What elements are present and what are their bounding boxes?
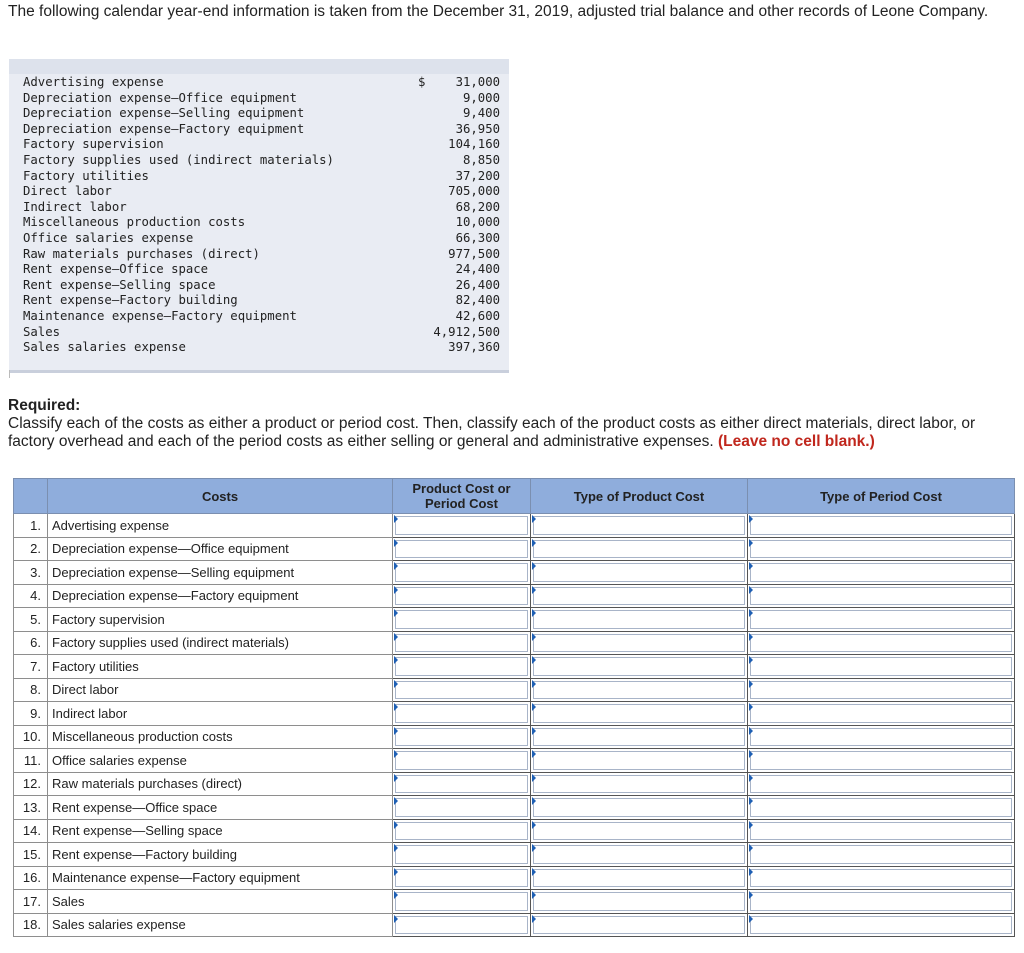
type-product-select[interactable] bbox=[533, 798, 745, 817]
header-type-period: Type of Period Cost bbox=[748, 479, 1015, 514]
row-number: 16. bbox=[14, 866, 48, 890]
trial-balance-header-bar bbox=[9, 59, 509, 74]
trial-balance-row bbox=[9, 231, 509, 247]
trial-balance-label: Factory supplies used (indirect materials) bbox=[23, 153, 334, 167]
trial-balance-label: Sales bbox=[23, 324, 61, 339]
trial-balance-amount: 9,000 bbox=[462, 90, 500, 105]
dropdown-arrow-icon bbox=[749, 609, 753, 617]
type-product-select[interactable] bbox=[533, 775, 745, 794]
trial-balance-label: Indirect labor bbox=[23, 199, 127, 214]
dropdown-arrow-icon bbox=[532, 609, 536, 617]
type-period-select-cell bbox=[748, 678, 1015, 702]
dropdown-arrow-icon bbox=[749, 633, 753, 641]
type-period-select-cell bbox=[748, 843, 1015, 867]
type-product-select-cell bbox=[531, 631, 748, 655]
dropdown-arrow-icon bbox=[532, 844, 536, 852]
product-or-period-select[interactable] bbox=[395, 798, 528, 817]
row-number: 7. bbox=[14, 655, 48, 679]
row-number: 18. bbox=[14, 913, 48, 937]
type-product-select[interactable] bbox=[533, 751, 745, 770]
type-product-select-cell bbox=[531, 725, 748, 749]
trial-balance-amount: 977,500 bbox=[448, 246, 500, 261]
product-or-period-select-cell bbox=[393, 749, 531, 773]
type-product-select-cell bbox=[531, 514, 748, 538]
trial-balance-amount: 66,300 bbox=[455, 231, 500, 245]
type-period-select[interactable] bbox=[750, 892, 1012, 911]
table-row bbox=[14, 561, 1015, 585]
dropdown-arrow-icon bbox=[532, 515, 536, 523]
dropdown-arrow-icon bbox=[394, 844, 398, 852]
trial-balance-amount: 24,400 bbox=[455, 262, 500, 277]
dropdown-arrow-icon bbox=[394, 821, 398, 829]
type-product-select[interactable] bbox=[533, 540, 745, 559]
trial-balance-amount: 26,400 bbox=[455, 277, 500, 292]
type-period-select[interactable] bbox=[750, 798, 1012, 817]
cost-name: Raw materials purchases (direct) bbox=[48, 772, 393, 796]
dropdown-arrow-icon bbox=[749, 727, 753, 735]
type-period-select[interactable] bbox=[750, 681, 1012, 700]
type-period-select[interactable] bbox=[750, 704, 1012, 723]
product-or-period-select-cell bbox=[393, 866, 531, 890]
product-or-period-select[interactable] bbox=[395, 704, 528, 723]
product-or-period-select[interactable] bbox=[395, 869, 528, 888]
dropdown-arrow-icon bbox=[394, 891, 398, 899]
dropdown-arrow-icon bbox=[749, 656, 753, 664]
dropdown-arrow-icon bbox=[394, 868, 398, 876]
required-text: Classify each of the costs as either a product or period cost. Then, classify each of the product costs as either direct materials, direct labor, or factory overhead and each of the period costs as either selling or general and administrative expenses. bbox=[8, 415, 976, 450]
trial-balance-amount: 4,912,500 bbox=[433, 324, 500, 339]
row-number: 2. bbox=[14, 537, 48, 561]
product-or-period-select[interactable] bbox=[395, 845, 528, 864]
type-period-select-cell bbox=[748, 608, 1015, 632]
product-or-period-select[interactable] bbox=[395, 516, 528, 535]
row-number: 15. bbox=[14, 843, 48, 867]
dropdown-arrow-icon bbox=[394, 750, 398, 758]
cost-name: Direct labor bbox=[48, 678, 393, 702]
product-or-period-select[interactable] bbox=[395, 681, 528, 700]
trial-balance-row bbox=[9, 75, 509, 91]
trial-balance-label: Rent expense—Factory building bbox=[23, 293, 238, 308]
type-product-select-cell bbox=[531, 584, 748, 608]
row-number: 6. bbox=[14, 631, 48, 655]
table-row bbox=[14, 655, 1015, 679]
dollar-sign: $ bbox=[418, 75, 426, 89]
row-number: 17. bbox=[14, 890, 48, 914]
dropdown-arrow-icon bbox=[532, 703, 536, 711]
cost-name: Factory supervision bbox=[48, 608, 393, 632]
trial-balance-label: Advertising expense bbox=[23, 75, 164, 89]
trial-balance-row bbox=[9, 340, 509, 356]
type-product-select-cell bbox=[531, 702, 748, 726]
type-period-select-cell bbox=[748, 819, 1015, 843]
type-period-select-cell bbox=[748, 749, 1015, 773]
type-period-select-cell bbox=[748, 866, 1015, 890]
trial-balance-label: Depreciation expense—Selling equipment bbox=[23, 106, 305, 121]
row-number: 11. bbox=[14, 749, 48, 773]
header-costs: Costs bbox=[48, 479, 393, 514]
trial-balance-amount: 9,400 bbox=[462, 106, 500, 121]
trial-balance-row bbox=[9, 122, 509, 138]
trial-balance-amount: 82,400 bbox=[455, 293, 500, 308]
cost-name: Office salaries expense bbox=[48, 749, 393, 773]
row-number: 12. bbox=[14, 772, 48, 796]
type-period-select[interactable] bbox=[750, 516, 1012, 535]
trial-balance-amount: 104,160 bbox=[448, 137, 500, 152]
header-type-product: Type of Product Cost bbox=[531, 479, 748, 514]
dropdown-arrow-icon bbox=[749, 586, 753, 594]
type-product-select[interactable] bbox=[533, 892, 745, 911]
dropdown-arrow-icon bbox=[749, 515, 753, 523]
cost-name: Sales bbox=[48, 890, 393, 914]
type-period-select-cell bbox=[748, 913, 1015, 937]
dropdown-arrow-icon bbox=[749, 844, 753, 852]
dropdown-arrow-icon bbox=[394, 797, 398, 805]
type-period-select[interactable] bbox=[750, 869, 1012, 888]
dropdown-arrow-icon bbox=[749, 821, 753, 829]
cost-name: Factory utilities bbox=[48, 655, 393, 679]
product-or-period-select-cell bbox=[393, 584, 531, 608]
type-product-select-cell bbox=[531, 866, 748, 890]
trial-balance-amount: 8,850 bbox=[462, 153, 500, 167]
trial-balance-row bbox=[9, 309, 509, 325]
dropdown-arrow-icon bbox=[394, 586, 398, 594]
cost-name: Sales salaries expense bbox=[48, 913, 393, 937]
trial-balance-row bbox=[9, 137, 509, 153]
table-row bbox=[14, 537, 1015, 561]
type-product-select-cell bbox=[531, 913, 748, 937]
dropdown-arrow-icon bbox=[749, 680, 753, 688]
row-number: 8. bbox=[14, 678, 48, 702]
dropdown-arrow-icon bbox=[394, 539, 398, 547]
type-product-select[interactable] bbox=[533, 587, 745, 606]
product-or-period-select-cell bbox=[393, 561, 531, 585]
trial-balance-row bbox=[9, 184, 509, 200]
type-product-select[interactable] bbox=[533, 704, 745, 723]
required-section bbox=[8, 397, 1008, 451]
trial-balance-row bbox=[9, 106, 509, 122]
cost-name: Rent expense—Office space bbox=[48, 796, 393, 820]
trial-balance-label: Factory utilities bbox=[23, 168, 149, 183]
dropdown-arrow-icon bbox=[749, 774, 753, 782]
type-product-select[interactable] bbox=[533, 634, 745, 653]
dropdown-arrow-icon bbox=[394, 609, 398, 617]
type-product-select-cell bbox=[531, 608, 748, 632]
trial-balance-label: Miscellaneous production costs bbox=[23, 215, 246, 230]
product-or-period-select-cell bbox=[393, 890, 531, 914]
table-row bbox=[14, 631, 1015, 655]
product-or-period-select[interactable] bbox=[395, 916, 528, 935]
trial-balance-amount: 37,200 bbox=[455, 168, 500, 183]
type-product-select-cell bbox=[531, 890, 748, 914]
trial-balance-amount: 31,000 bbox=[455, 75, 500, 89]
table-row bbox=[14, 913, 1015, 937]
dropdown-arrow-icon bbox=[532, 868, 536, 876]
trial-balance-amount: 10,000 bbox=[455, 215, 500, 230]
trial-balance-row bbox=[9, 262, 509, 278]
row-number: 3. bbox=[14, 561, 48, 585]
cost-name: Indirect labor bbox=[48, 702, 393, 726]
type-period-select-cell bbox=[748, 772, 1015, 796]
table-row bbox=[14, 890, 1015, 914]
type-period-select[interactable] bbox=[750, 751, 1012, 770]
product-or-period-select-cell bbox=[393, 702, 531, 726]
product-or-period-select-cell bbox=[393, 819, 531, 843]
cost-name: Rent expense—Selling space bbox=[48, 819, 393, 843]
dropdown-arrow-icon bbox=[394, 680, 398, 688]
product-or-period-select[interactable] bbox=[395, 540, 528, 559]
type-period-select[interactable] bbox=[750, 916, 1012, 935]
type-period-select-cell bbox=[748, 655, 1015, 679]
product-or-period-select-cell bbox=[393, 725, 531, 749]
dropdown-arrow-icon bbox=[749, 891, 753, 899]
type-period-select-cell bbox=[748, 796, 1015, 820]
type-period-select[interactable] bbox=[750, 657, 1012, 676]
type-period-select[interactable] bbox=[750, 845, 1012, 864]
type-period-select[interactable] bbox=[750, 775, 1012, 794]
product-or-period-select-cell bbox=[393, 537, 531, 561]
table-row bbox=[14, 866, 1015, 890]
product-or-period-select[interactable] bbox=[395, 751, 528, 770]
dropdown-arrow-icon bbox=[532, 586, 536, 594]
dropdown-arrow-icon bbox=[394, 633, 398, 641]
dropdown-arrow-icon bbox=[532, 656, 536, 664]
trial-balance-amount: 42,600 bbox=[455, 309, 500, 323]
dropdown-arrow-icon bbox=[394, 656, 398, 664]
required-title: Required: bbox=[8, 397, 81, 414]
trial-balance-label: Depreciation expense—Office equipment bbox=[23, 90, 297, 105]
type-period-select[interactable] bbox=[750, 822, 1012, 841]
trial-balance-block bbox=[9, 59, 509, 373]
type-product-select[interactable] bbox=[533, 822, 745, 841]
type-product-select[interactable] bbox=[533, 845, 745, 864]
type-period-select[interactable] bbox=[750, 540, 1012, 559]
trial-balance-row bbox=[9, 215, 509, 231]
product-or-period-select-cell bbox=[393, 843, 531, 867]
dropdown-arrow-icon bbox=[532, 797, 536, 805]
trial-balance-row bbox=[9, 278, 509, 294]
dropdown-arrow-icon bbox=[749, 562, 753, 570]
product-or-period-select[interactable] bbox=[395, 563, 528, 582]
type-period-select[interactable] bbox=[750, 610, 1012, 629]
row-number: 5. bbox=[14, 608, 48, 632]
row-number: 10. bbox=[14, 725, 48, 749]
dropdown-arrow-icon bbox=[532, 680, 536, 688]
row-number: 13. bbox=[14, 796, 48, 820]
trial-balance-row bbox=[9, 293, 509, 309]
table-row bbox=[14, 796, 1015, 820]
dropdown-arrow-icon bbox=[532, 891, 536, 899]
dropdown-arrow-icon bbox=[394, 703, 398, 711]
type-period-select[interactable] bbox=[750, 587, 1012, 606]
dropdown-arrow-icon bbox=[532, 915, 536, 923]
product-or-period-select[interactable] bbox=[395, 775, 528, 794]
dropdown-arrow-icon bbox=[749, 703, 753, 711]
product-or-period-select-cell bbox=[393, 514, 531, 538]
table-row bbox=[14, 584, 1015, 608]
product-or-period-select[interactable] bbox=[395, 822, 528, 841]
cost-name: Maintenance expense—Factory equipment bbox=[48, 866, 393, 890]
cost-name: Rent expense—Factory building bbox=[48, 843, 393, 867]
type-product-select-cell bbox=[531, 796, 748, 820]
type-product-select[interactable] bbox=[533, 610, 745, 629]
dropdown-arrow-icon bbox=[532, 727, 536, 735]
type-period-select-cell bbox=[748, 890, 1015, 914]
product-or-period-select-cell bbox=[393, 655, 531, 679]
dropdown-arrow-icon bbox=[394, 515, 398, 523]
cost-name: Miscellaneous production costs bbox=[48, 725, 393, 749]
type-product-select-cell bbox=[531, 678, 748, 702]
dropdown-arrow-icon bbox=[532, 562, 536, 570]
dropdown-arrow-icon bbox=[394, 915, 398, 923]
type-product-select-cell bbox=[531, 561, 748, 585]
table-row bbox=[14, 514, 1015, 538]
trial-balance-amount: 68,200 bbox=[455, 199, 500, 214]
dropdown-arrow-icon bbox=[749, 915, 753, 923]
type-period-select[interactable] bbox=[750, 728, 1012, 747]
type-product-select[interactable] bbox=[533, 516, 745, 535]
type-period-select-cell bbox=[748, 702, 1015, 726]
type-period-select-cell bbox=[748, 561, 1015, 585]
product-or-period-select[interactable] bbox=[395, 657, 528, 676]
dropdown-arrow-icon bbox=[532, 539, 536, 547]
dropdown-arrow-icon bbox=[749, 539, 753, 547]
type-product-select[interactable] bbox=[533, 681, 745, 700]
table-row bbox=[14, 772, 1015, 796]
header-product-or-period: Product Cost or Period Cost bbox=[393, 479, 531, 514]
trial-balance-label: Maintenance expense—Factory equipment bbox=[23, 309, 297, 323]
trial-balance-amount: 397,360 bbox=[448, 340, 500, 355]
dropdown-arrow-icon bbox=[532, 774, 536, 782]
product-or-period-select[interactable] bbox=[395, 610, 528, 629]
cost-name: Depreciation expense—Selling equipment bbox=[48, 561, 393, 585]
type-product-select-cell bbox=[531, 655, 748, 679]
product-or-period-select-cell bbox=[393, 678, 531, 702]
trial-balance-amount: 705,000 bbox=[448, 184, 500, 199]
product-or-period-select[interactable] bbox=[395, 587, 528, 606]
type-period-select-cell bbox=[748, 537, 1015, 561]
type-product-select-cell bbox=[531, 843, 748, 867]
dropdown-arrow-icon bbox=[394, 727, 398, 735]
dropdown-arrow-icon bbox=[749, 750, 753, 758]
table-header-row bbox=[14, 479, 1015, 514]
trial-balance-row bbox=[9, 200, 509, 216]
dropdown-arrow-icon bbox=[394, 774, 398, 782]
table-row bbox=[14, 749, 1015, 773]
table-row bbox=[14, 678, 1015, 702]
type-period-select-cell bbox=[748, 725, 1015, 749]
trial-balance-label: Rent expense—Selling space bbox=[23, 277, 216, 292]
type-product-select[interactable] bbox=[533, 657, 745, 676]
leave-no-blank-note: (Leave no cell blank.) bbox=[717, 433, 875, 450]
trial-balance-row bbox=[9, 247, 509, 263]
header-num bbox=[14, 479, 48, 514]
type-period-select-cell bbox=[748, 584, 1015, 608]
trial-balance-label: Office salaries expense bbox=[23, 231, 194, 245]
type-period-select-cell bbox=[748, 514, 1015, 538]
type-product-select-cell bbox=[531, 772, 748, 796]
table-row bbox=[14, 725, 1015, 749]
trial-balance-amount: 36,950 bbox=[455, 121, 500, 136]
product-or-period-select[interactable] bbox=[395, 634, 528, 653]
dropdown-arrow-icon bbox=[749, 797, 753, 805]
table-row bbox=[14, 702, 1015, 726]
product-or-period-select[interactable] bbox=[395, 728, 528, 747]
trial-balance-label: Factory supervision bbox=[23, 137, 164, 152]
type-product-select[interactable] bbox=[533, 728, 745, 747]
type-product-select-cell bbox=[531, 537, 748, 561]
dropdown-arrow-icon bbox=[532, 821, 536, 829]
dropdown-arrow-icon bbox=[749, 868, 753, 876]
type-period-select[interactable] bbox=[750, 563, 1012, 582]
classification-table bbox=[13, 478, 1015, 937]
cost-name: Factory supplies used (indirect materials) bbox=[48, 631, 393, 655]
product-or-period-select[interactable] bbox=[395, 892, 528, 911]
trial-balance-label: Rent expense—Office space bbox=[23, 262, 209, 277]
table-row bbox=[14, 843, 1015, 867]
product-or-period-select-cell bbox=[393, 913, 531, 937]
trial-balance-row bbox=[9, 153, 509, 169]
product-or-period-select-cell bbox=[393, 631, 531, 655]
cost-name: Depreciation expense—Factory equipment bbox=[48, 584, 393, 608]
table-row bbox=[14, 819, 1015, 843]
row-number: 1. bbox=[14, 514, 48, 538]
table-row bbox=[14, 608, 1015, 632]
dropdown-arrow-icon bbox=[532, 750, 536, 758]
type-period-select[interactable] bbox=[750, 634, 1012, 653]
trial-balance-row bbox=[9, 91, 509, 107]
required-instructions bbox=[8, 415, 1008, 451]
trial-balance-label: Sales salaries expense bbox=[23, 340, 186, 355]
type-product-select[interactable] bbox=[533, 916, 745, 935]
row-number: 9. bbox=[14, 702, 48, 726]
intro-text: The following calendar year-end information is taken from the December 31, 2019, adjusted trial balance and other records of Leone Company. bbox=[8, 3, 989, 20]
trial-balance-label: Raw materials purchases (direct) bbox=[23, 246, 260, 261]
cost-name: Depreciation expense—Office equipment bbox=[48, 537, 393, 561]
product-or-period-select-cell bbox=[393, 608, 531, 632]
product-or-period-select-cell bbox=[393, 772, 531, 796]
cost-name: Advertising expense bbox=[48, 514, 393, 538]
trial-balance-label: Depreciation expense—Factory equipment bbox=[23, 121, 305, 136]
product-or-period-select-cell bbox=[393, 796, 531, 820]
type-product-select-cell bbox=[531, 819, 748, 843]
dropdown-arrow-icon bbox=[532, 633, 536, 641]
dropdown-arrow-icon bbox=[394, 562, 398, 570]
row-number: 14. bbox=[14, 819, 48, 843]
type-period-select-cell bbox=[748, 631, 1015, 655]
trial-balance-label: Direct labor bbox=[23, 184, 112, 199]
trial-balance-row bbox=[9, 325, 509, 341]
trial-balance-row bbox=[9, 169, 509, 185]
type-product-select-cell bbox=[531, 749, 748, 773]
type-product-select[interactable] bbox=[533, 563, 745, 582]
type-product-select[interactable] bbox=[533, 869, 745, 888]
row-number: 4. bbox=[14, 584, 48, 608]
